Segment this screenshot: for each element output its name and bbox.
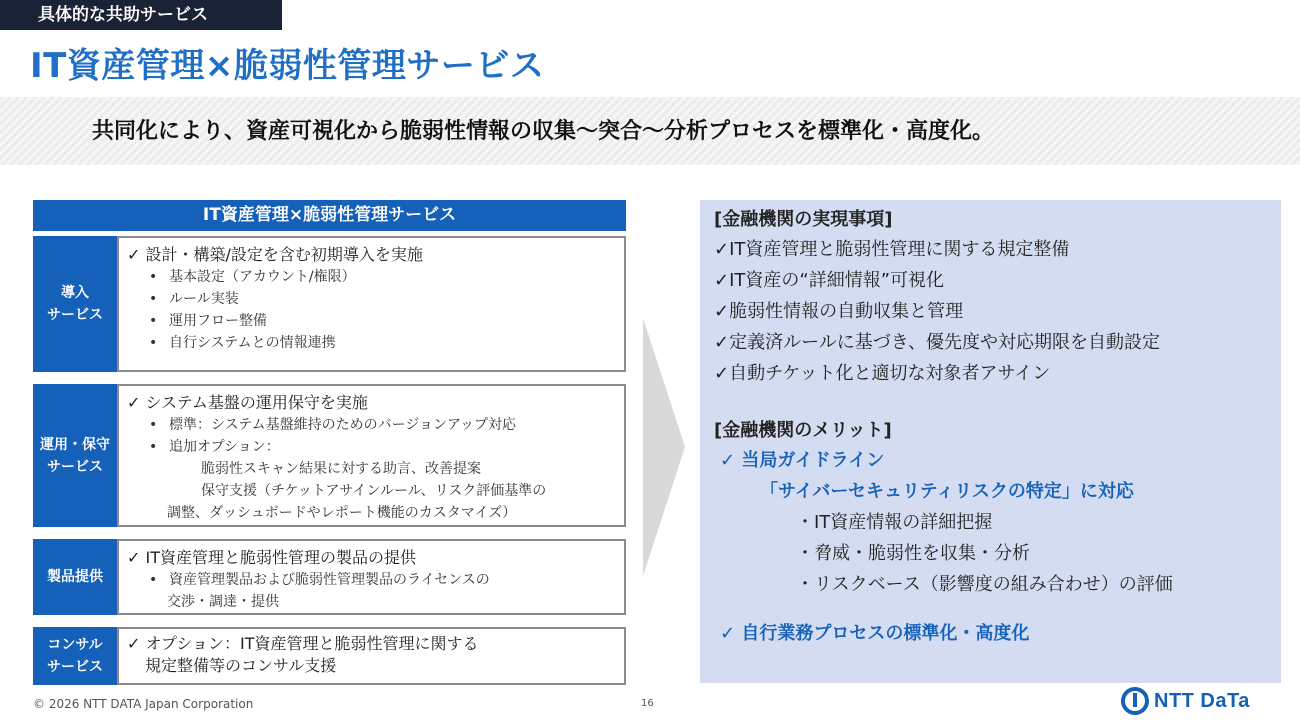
row-label-line: 導入 <box>61 285 89 301</box>
copyright: © 2026 NTT DATA Japan Corporation <box>33 697 254 711</box>
list-item: • 標準：システム基盤維持のためのバージョンアップ対応 <box>149 417 517 433</box>
list-item: • 運用フロー整備 <box>149 313 267 329</box>
page-title: IT資産管理×脆弱性管理サービス <box>30 46 545 86</box>
ntt-data-logo <box>1120 686 1250 716</box>
list-item: • 基本設定（アカウント/権限） <box>149 269 356 285</box>
summary-text: 共同化により、資産可視化から脆弱性情報の収集～突合～分析プロセスを標準化・高度化。 <box>92 119 995 144</box>
row-main-item: ✓ オプション：IT資産管理と脆弱性管理に関する <box>127 634 479 653</box>
list-item: • 追加オプション： <box>149 439 280 455</box>
option-line: 脆弱性スキャン結果に対する助言、改善提案 <box>201 461 481 477</box>
row-box-consulting <box>117 627 626 685</box>
merit-subitem: ・IT資産情報の詳細把握 <box>796 512 993 533</box>
row-box-introduction <box>117 236 626 372</box>
row-label-consulting <box>33 627 117 685</box>
row-label-line: 製品提供 <box>47 569 103 585</box>
list-item-text: 標準：システム基盤維持のためのバージョンアップ対応 <box>169 417 517 433</box>
row-box-operation <box>117 384 626 527</box>
option-line-wrap: 調整、ダッシュボードやレポート機能のカスタマイズ） <box>167 505 517 521</box>
list-item-wrap: 交渉・調達・提供 <box>167 594 279 610</box>
list-item-text: 基本設定（アカウント/権限） <box>169 269 356 285</box>
merit-heading: [金融機関のメリット] <box>714 420 892 441</box>
row-label-product <box>33 539 117 615</box>
option-line: 保守支援（チケットアサインルール、リスク評価基準の <box>201 483 547 499</box>
list-item-text: 自行システムとの情報連携 <box>169 335 336 351</box>
merit-subitem: ・脅威・脆弱性を収集・分析 <box>796 543 1030 564</box>
row-main-item-cont: 規定整備等のコンサル支援 <box>145 656 337 675</box>
arrow-right-icon <box>643 318 685 576</box>
list-item-text: ルール実装 <box>169 291 239 307</box>
benefits-panel <box>700 200 1281 683</box>
realization-item: ✓IT資産の“詳細情報”可視化 <box>714 270 945 291</box>
realization-heading: [金融機関の実現事項] <box>714 209 893 230</box>
row-main-item: ✓ IT資産管理と脆弱性管理の製品の提供 <box>127 548 416 567</box>
list-item: • 資産管理製品および脆弱性管理製品のライセンスの <box>149 572 490 588</box>
row-label-introduction <box>33 236 117 372</box>
list-item-text: 運用フロー整備 <box>169 313 267 329</box>
merit-subitem: ・リスクベース（影響度の組み合わせ）の評価 <box>796 574 1173 595</box>
logo-text: NTT DaTa <box>1154 689 1250 712</box>
row-box-product <box>117 539 626 615</box>
ntt-data-logo-icon <box>1120 686 1150 716</box>
list-item: • 自行システムとの情報連携 <box>149 335 336 351</box>
row-label-line: コンサル <box>47 637 103 653</box>
row-label-line: サービス <box>47 458 103 475</box>
row-label-operation <box>33 384 117 527</box>
merit-item: ✓ 自行業務プロセスの標準化・高度化 <box>720 623 1030 644</box>
row-label-line: 運用・保守 <box>40 436 110 453</box>
realization-item: ✓IT資産管理と脆弱性管理に関する規定整備 <box>714 239 1070 260</box>
summary-banner <box>0 97 1300 165</box>
row-label-line: サービス <box>47 307 103 323</box>
list-item: • ルール実装 <box>149 291 239 307</box>
merit-item-cont: 「サイバーセキュリティリスクの特定」に対応 <box>760 481 1134 502</box>
merit-item: ✓ 当局ガイドライン <box>720 450 885 471</box>
realization-item: ✓定義済ルールに基づき、優先度や対応期限を自動設定 <box>714 332 1160 353</box>
realization-item: ✓自動チケット化と適切な対象者アサイン <box>714 363 1051 384</box>
page-number: 16 <box>641 698 654 709</box>
section-tag: 具体的な共助サービス <box>0 0 282 30</box>
row-main-item: ✓ システム基盤の運用保守を実施 <box>127 393 368 412</box>
service-table-header: IT資産管理×脆弱性管理サービス <box>33 200 626 231</box>
row-label-line: サービス <box>47 659 103 675</box>
list-item-text: 資産管理製品および脆弱性管理製品のライセンスの <box>169 572 490 588</box>
list-item-text: 追加オプション： <box>169 439 280 455</box>
row-main-item: ✓ 設計・構築/設定を含む初期導入を実施 <box>127 245 423 264</box>
realization-item: ✓脆弱性情報の自動収集と管理 <box>714 301 964 322</box>
